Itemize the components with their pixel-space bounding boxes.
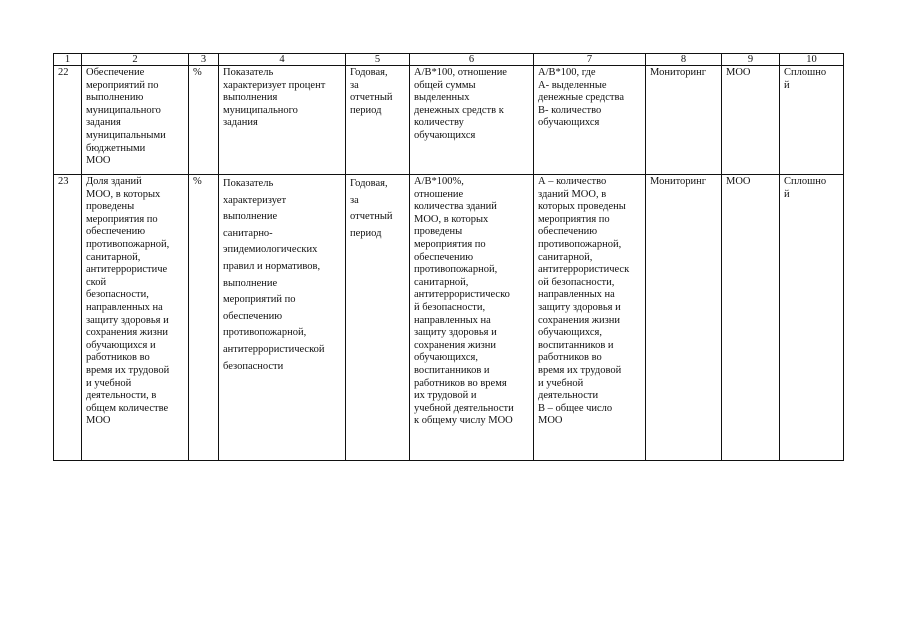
column-number: 9: [722, 54, 780, 66]
column-number: 6: [410, 54, 534, 66]
variables-cell: А – количество зданий МОО, в которых проведены мероприятия по обеспечению противопожарной, санитарной, антитеррористическ ой безопасности, направленных на защиту здоровья и сохранения жизни обучающихся, воспитанников и работников во время их трудовой и учебной деятельности В – общее число МОО: [534, 175, 646, 461]
column-number: 8: [646, 54, 722, 66]
unit-cell: %: [189, 66, 219, 175]
table-row: [54, 66, 844, 175]
source-cell: МОО: [722, 175, 780, 461]
coverage-cell: Сплошно й: [780, 66, 844, 175]
column-number: 5: [346, 54, 410, 66]
row-number: 23: [54, 175, 82, 461]
indicator-name: Доля зданий МОО, в которых проведены мероприятия по обеспечению противопожарной, санитарной, антитеррористиче ской безопасности, направленных на защиту здоровья и сохранения жизни обучающихся и работников во время их трудовой и учебной деятельности, в общем количестве МОО: [82, 175, 189, 461]
period-cell: Годовая, за отчетный период: [346, 175, 410, 461]
indicator-description: Показатель характеризует процент выполнения муниципального задания: [219, 66, 346, 175]
method-cell: Мониторинг: [646, 66, 722, 175]
column-number: 2: [82, 54, 189, 66]
column-number: 4: [219, 54, 346, 66]
indicator-name: Обеспечение мероприятий по выполнению муниципального задания муниципальными бюджетными МОО: [82, 66, 189, 175]
row-number: 22: [54, 66, 82, 175]
column-number: 7: [534, 54, 646, 66]
column-number: 10: [780, 54, 844, 66]
period-cell: Годовая, за отчетный период: [346, 66, 410, 175]
coverage-cell: Сплошно й: [780, 175, 844, 461]
formula-cell: А/В*100%, отношение количества зданий МОО, в которых проведены мероприятия по обеспечению противопожарной, санитарной, антитеррористическо й безопасности, направленных на защиту здоровья и сохранения жизни обучающихся, воспитанников и работников во время их трудовой и учебной деятельности к общему числу МОО: [410, 175, 534, 461]
column-number: 3: [189, 54, 219, 66]
indicator-description: Показатель характеризует выполнение санитарно- эпидемиологических правил и нормативов, выполнение мероприятий по обеспечению противопожарной, антитеррористической безопасности: [219, 175, 346, 461]
table-row: [54, 175, 844, 461]
variables-cell: А/В*100, где А- выделенные денежные средства В- количество обучающихся: [534, 66, 646, 175]
indicators-table: [53, 53, 844, 461]
unit-cell: %: [189, 175, 219, 461]
column-number-row: [54, 54, 844, 66]
formula-cell: А/В*100, отношение общей суммы выделенных денежных средств к количеству обучающихся: [410, 66, 534, 175]
column-number: 1: [54, 54, 82, 66]
method-cell: Мониторинг: [646, 175, 722, 461]
source-cell: МОО: [722, 66, 780, 175]
